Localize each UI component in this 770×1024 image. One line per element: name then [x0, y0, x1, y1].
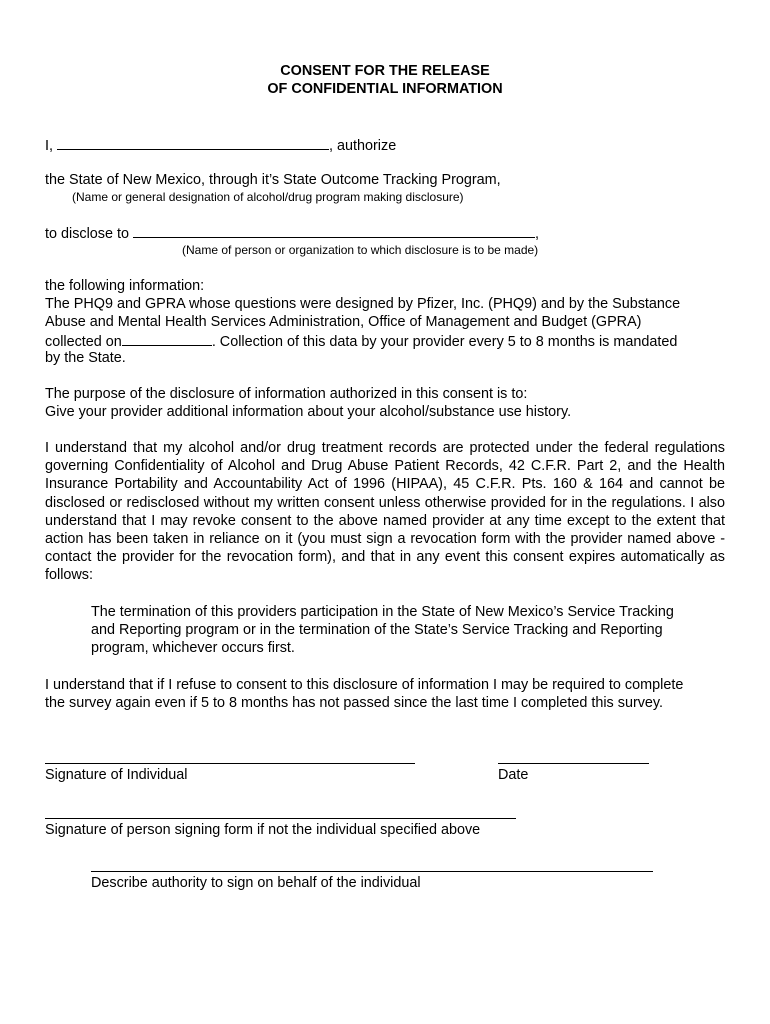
collected-date-blank-field[interactable] [122, 331, 212, 346]
authorize-line [45, 135, 396, 155]
authorize-prefix: I, [45, 138, 53, 154]
date-label: Date [498, 767, 529, 783]
info-line-5: by the State. [45, 350, 126, 366]
individual-signature-label: Signature of Individual [45, 767, 188, 783]
purpose-line-1: The purpose of the disclosure of information authorized in this consent is to: [45, 386, 528, 402]
collection-mandate-text: . Collection of this data by your provider every 5 to 8 months is mandated [211, 334, 678, 350]
termination-line-1: The termination of this providers participation in the State of New Mexico’s Service Tracking [91, 604, 674, 620]
other-signer-signature-field[interactable] [45, 818, 516, 819]
document-title-line-2: OF CONFIDENTIAL INFORMATION [267, 81, 503, 97]
termination-line-3: program, whichever occurs first. [91, 640, 295, 656]
info-line-3: Abuse and Mental Health Services Administration, Office of Management and Budget (GPRA) [45, 314, 642, 330]
collected-on-label: collected on [45, 334, 122, 350]
recipient-blank-field[interactable] [133, 223, 535, 238]
disclose-prefix: to disclose to [45, 226, 129, 242]
date-field[interactable] [498, 763, 649, 764]
disclose-suffix: , [535, 226, 539, 242]
refuse-line-1: I understand that if I refuse to consent to this disclosure of information I may be required to complete [45, 677, 684, 693]
refuse-line-2: the survey again even if 5 to 8 months has not passed since the last time I completed this survey. [45, 695, 664, 711]
authorize-suffix: , authorize [329, 138, 397, 154]
info-line-2: The PHQ9 and GPRA whose questions were designed by Pfizer, Inc. (PHQ9) and by the Substance [45, 296, 681, 312]
other-signer-label: Signature of person signing form if not the individual specified above [45, 822, 481, 838]
purpose-line-2: Give your provider additional information about your alcohol/substance use history. [45, 404, 572, 420]
recipient-caption: (Name of person or organization to which disclosure is to be made) [182, 243, 539, 257]
termination-line-2: and Reporting program or in the termination of the State’s Service Tracking and Reporting [91, 622, 663, 638]
program-caption: (Name or general designation of alcohol/drug program making disclosure) [72, 190, 464, 204]
individual-signature-field[interactable] [45, 763, 415, 764]
disclose-line [45, 223, 539, 243]
authority-description-field[interactable] [91, 871, 653, 872]
info-line-1: the following information: [45, 278, 205, 294]
authority-description-label: Describe authority to sign on behalf of the individual [91, 875, 421, 891]
confidentiality-paragraph: I understand that my alcohol and/or drug treatment records are protected under the federal regulations governing Confidentiality of Alcohol and Drug Abuse Patient Records, 42 C.F.R. Part 2, and the Health Insurance Portability and Accountability Act of 1996 (HIPAA), 45 C.F.R. Pts. 160 & 164 and cannot be disclosed or redisclosed without my written consent unless otherwise provided for in the regulations. I also understand that I may revoke consent to the above named provider at any time except to the extent that action has been taken in reliance on it (you must sign a revocation form with the provider named above - contact the provider for the revocation form), and that in any event this consent expires automatically as follows: [45, 440, 725, 584]
state-program-line: the State of New Mexico, through it’s State Outcome Tracking Program, [45, 172, 501, 188]
info-line-4 [45, 331, 677, 351]
document-title-line-1: CONSENT FOR THE RELEASE [280, 63, 490, 79]
name-blank-field[interactable] [57, 135, 329, 150]
